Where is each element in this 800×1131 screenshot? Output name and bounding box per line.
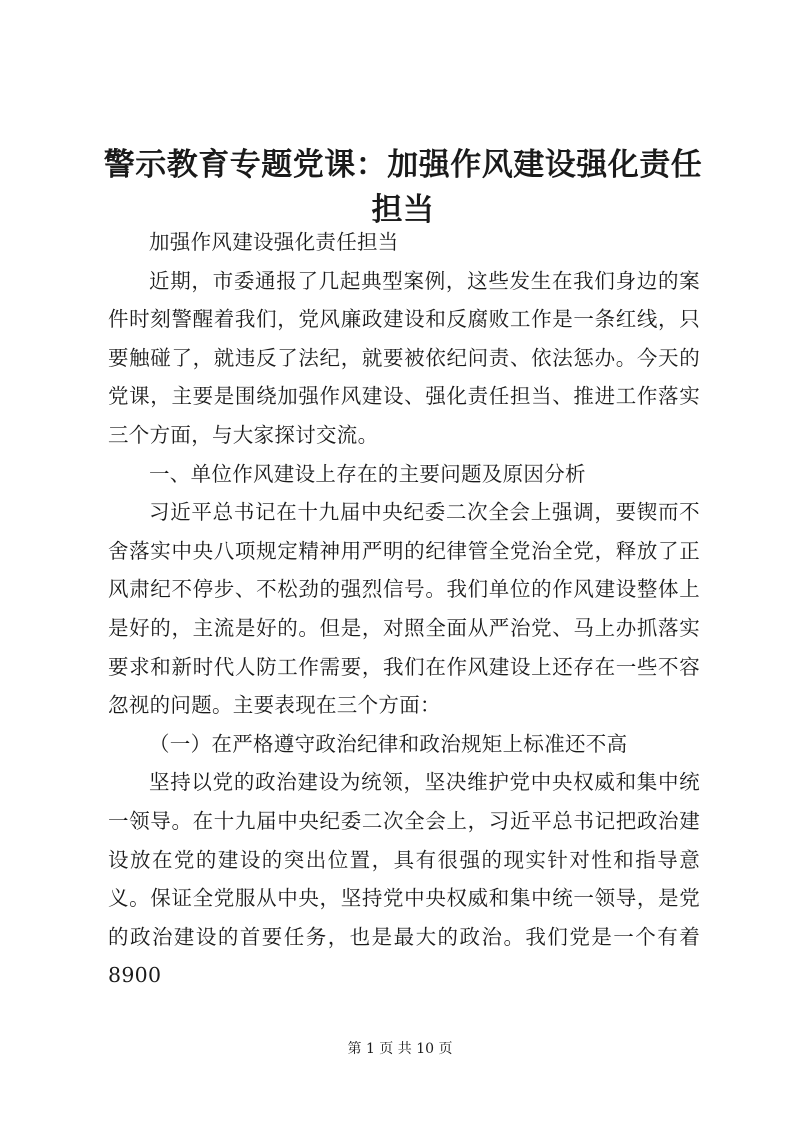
page-number-footer: 第 1 页 共 10 页: [347, 1041, 453, 1057]
paragraph-section-1: 习近平总书记在十九届中央纪委二次全会上强调，要锲而不舍落实中央八项规定精神用严明的纪律管全党治全党，释放了正风肃纪不停步、不松劲的强烈信号。我们单位的作风建设整体上是好的，主流是好的。但是，对照全面从严治党、马上办抓落实要求和新时代人防工作需要，我们在作风建设上还存在一些不容忽视的问题。主要表现在三个方面：: [108, 500, 700, 718]
paragraph-subtitle: 加强作风建设强化责任担当: [149, 230, 399, 254]
document-title: 警示教育专题党课：加强作风建设强化责任担当: [103, 147, 703, 228]
paragraph-intro: 近期，市委通报了几起典型案例，这些发生在我们身边的案件时刻警醒着我们，党风廉政建设和反腐败工作是一条红线，只要触碰了，就违反了法纪，就要被依纪问责、依法惩办。今天的党课，主要是围绕加强作风建设、强化责任担当、推进工作落实三个方面，与大家探讨交流。: [108, 268, 700, 447]
section-heading-1: 一、单位作风建设上存在的主要问题及原因分析: [149, 461, 586, 486]
subsection-heading-1: （一）在严格遵守政治纪律和政治规矩上标准还不高: [149, 731, 628, 756]
paragraph-subsection-1: 坚持以党的政治建设为统领，坚决维护党中央权威和集中统一领导。在十九届中央纪委二次全会上，习近平总书记把政治建设放在党的建设的突出位置，具有很强的现实针对性和指导意义。保证全党服从中央，坚持党中央权威和集中统一领导，是党的政治建设的首要任务，也是最大的政治。我们党是一个有着8900: [108, 770, 700, 988]
document-body: [108, 223, 700, 995]
